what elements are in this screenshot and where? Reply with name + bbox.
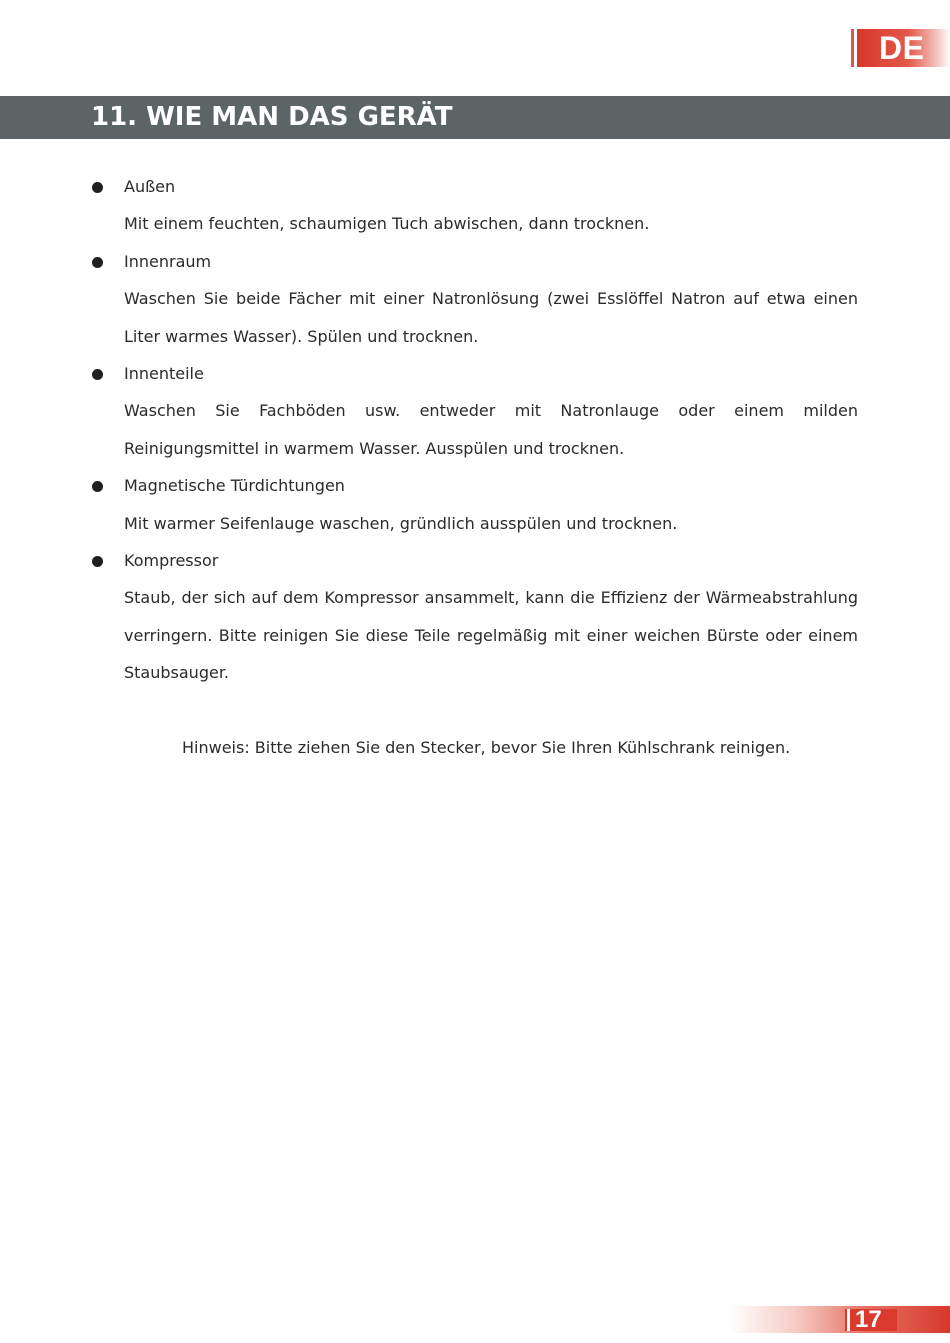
bullet-icon bbox=[92, 481, 103, 492]
item-title: Außen bbox=[124, 177, 176, 196]
list-item bbox=[0, 243, 950, 355]
bullet-icon bbox=[92, 182, 103, 193]
item-title: Innenraum bbox=[124, 251, 212, 271]
cleaning-instructions-list bbox=[0, 168, 950, 692]
list-item bbox=[0, 168, 950, 243]
item-text: Mit einem feuchten, schaumigen Tuch abwischen, dann trocknen. bbox=[124, 214, 650, 234]
item-text: Waschen Sie beide Fächer mit einer Natronlösung (zwei Esslöffel Natron auf etwa einen Liter warmes Wasser). Spülen und trocknen. bbox=[124, 289, 858, 346]
page-number-badge bbox=[730, 1306, 950, 1333]
unplug-note: Hinweis: Bitte ziehen Sie den Stecker, bevor Sie Ihren Kühlschrank reinigen. bbox=[182, 738, 791, 757]
language-tab-box bbox=[857, 29, 950, 67]
bullet-icon bbox=[92, 556, 103, 567]
section-title: 11. WIE MAN DAS GERÄT bbox=[91, 102, 453, 132]
item-title: Kompressor bbox=[124, 551, 219, 571]
language-tab-stripe bbox=[851, 29, 854, 67]
list-item bbox=[0, 467, 950, 542]
item-text: Staub, der sich auf dem Kompressor ansammelt, kann die Effizienz der Wärmeabstrahlung verringern. Bitte reinigen Sie diese Teile regelmäßig mit einer weichen Bürste oder einem Staubsauger. bbox=[124, 588, 858, 683]
page-number-gradient bbox=[730, 1306, 950, 1333]
item-text: Mit warmer Seifenlauge waschen, gründlich ausspülen und trocknen. bbox=[124, 513, 678, 533]
bullet-icon bbox=[92, 257, 103, 268]
page-number: 17 bbox=[855, 1306, 882, 1333]
item-title: Magnetische Türdichtungen bbox=[124, 476, 345, 496]
item-text: Waschen Sie Fachböden usw. entweder mit Natronlauge oder einem milden Reinigungsmittel in warmem Wasser. Ausspülen und trocknen. bbox=[124, 401, 858, 458]
section-header-bar bbox=[0, 96, 950, 139]
language-tab bbox=[851, 29, 950, 67]
list-item bbox=[0, 355, 950, 467]
bullet-icon bbox=[92, 369, 103, 380]
language-label: DE bbox=[879, 30, 925, 66]
page-number-divider bbox=[847, 1309, 850, 1331]
item-title: Innenteile bbox=[124, 364, 204, 384]
list-item bbox=[0, 542, 950, 692]
